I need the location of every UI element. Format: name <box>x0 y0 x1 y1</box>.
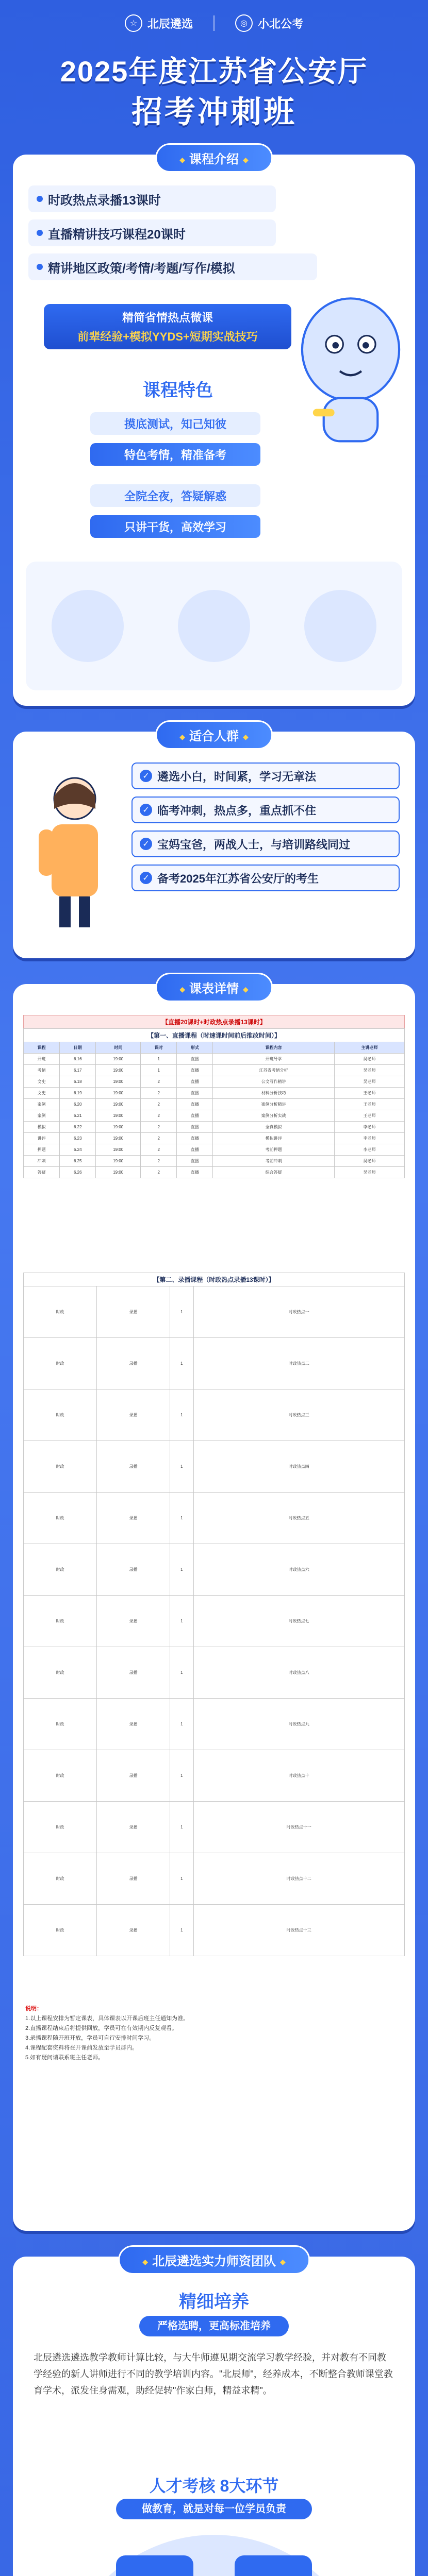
table-cell: 开班导学 <box>213 1054 334 1065</box>
table-cell: 6.24 <box>60 1144 96 1156</box>
eight-wheel <box>59 2535 369 2576</box>
table-cell: 6.21 <box>60 1110 96 1122</box>
people-list <box>131 762 400 899</box>
feature-pill: 只讲干货，高效学习 <box>90 515 260 538</box>
table-cell: 时政热点三 <box>193 1389 404 1441</box>
people-item-label: 备考2025年江苏省公安厅的考生 <box>157 872 319 885</box>
bullet-icon <box>37 230 43 236</box>
table-cell: 直播 <box>177 1122 213 1133</box>
top-bar <box>0 0 428 46</box>
table-cell: 时政 <box>24 1853 97 1905</box>
table-cell: 19:00 <box>96 1144 141 1156</box>
recorded-table <box>23 1286 405 1956</box>
wheel-item <box>235 2555 312 2576</box>
table-row <box>24 1699 405 1750</box>
table-cell: 李老师 <box>334 1122 404 1133</box>
note-line: 5.如有疑问请联系班主任老师。 <box>25 2055 104 2061</box>
table-cell: 2 <box>141 1144 177 1156</box>
table-cell: 时政 <box>24 1699 97 1750</box>
table-cell: 材料分析技巧 <box>213 1088 334 1099</box>
table-cell: 时政 <box>24 1905 97 1956</box>
notes <box>25 2004 403 2063</box>
table-cell: 2 <box>141 1122 177 1133</box>
brand-right <box>235 14 303 32</box>
table-cell: 6.20 <box>60 1099 96 1110</box>
intro-item-label: 精讲地区政策/考情/考题/写作/模拟 <box>48 261 235 276</box>
table-cell: 录播 <box>97 1338 170 1389</box>
table-row <box>24 1853 405 1905</box>
table-cell: 时政 <box>24 1441 97 1493</box>
brand-left <box>125 14 193 32</box>
intro-section-tag: ◆ 课程介绍 ◆ <box>155 143 273 173</box>
mascot-icon <box>291 268 410 464</box>
table-cell: 文史 <box>24 1076 60 1088</box>
table-cell: 1 <box>170 1338 194 1389</box>
table-cell: 2 <box>141 1167 177 1178</box>
table-cell: 1 <box>170 1905 194 1956</box>
table-cell: 19:00 <box>96 1076 141 1088</box>
table-cell: 19:00 <box>96 1054 141 1065</box>
team-card <box>13 2257 415 2576</box>
table-cell: 讲评 <box>24 1133 60 1144</box>
table-cell: 时政热点十 <box>193 1750 404 1802</box>
table-cell: 2 <box>141 1133 177 1144</box>
people-card <box>13 732 415 958</box>
people-item-label: 临考冲刺，热点多，重点抓不住 <box>157 804 317 817</box>
table-cell: 时政 <box>24 1750 97 1802</box>
table-cell: 1 <box>170 1493 194 1544</box>
people-item <box>131 831 400 857</box>
table-cell: 录播 <box>97 1699 170 1750</box>
table-cell: 公文写作精讲 <box>213 1076 334 1088</box>
column-header: 课程 <box>24 1042 60 1054</box>
detail-card <box>13 984 415 2231</box>
table-cell: 王老师 <box>334 1099 404 1110</box>
intro-item-label: 直播精讲技巧课程20课时 <box>48 227 186 242</box>
table-cell: 考前冲刺 <box>213 1156 334 1167</box>
table-cell: 时政 <box>24 1286 97 1338</box>
table-row <box>24 1286 405 1338</box>
table-row <box>24 1802 405 1853</box>
table-row <box>24 1905 405 1956</box>
table-row <box>24 1156 405 1167</box>
table-cell: 时政热点十二 <box>193 1853 404 1905</box>
table-row <box>24 1167 405 1178</box>
table-cell: 19:00 <box>96 1099 141 1110</box>
table-cell: 6.25 <box>60 1156 96 1167</box>
table-cell: 模拟讲评 <box>213 1133 334 1144</box>
table-cell: 时政热点八 <box>193 1647 404 1699</box>
table-cell: 录播 <box>97 1493 170 1544</box>
table-cell: 江苏省考情分析 <box>213 1065 334 1076</box>
people-item-label: 遴选小白，时间紧，学习无章法 <box>157 770 317 783</box>
table-row <box>24 1122 405 1133</box>
table-cell: 录播 <box>97 1647 170 1699</box>
table-cell: 19:00 <box>96 1088 141 1099</box>
note-line: 4.课程配套资料将在开课前发放至学员群内。 <box>25 2045 138 2051</box>
table-row <box>24 1596 405 1647</box>
table-cell: 考前押题 <box>213 1144 334 1156</box>
intro-item <box>28 185 276 212</box>
table-cell: 1 <box>170 1647 194 1699</box>
bullet-icon <box>37 264 43 270</box>
table-cell: 全真模拟 <box>213 1122 334 1133</box>
column-header: 课程内容 <box>213 1042 334 1054</box>
intro-item-label: 时政热点录播13课时 <box>48 193 161 208</box>
table-row <box>24 1750 405 1802</box>
detail-section-tag: ◆ 课表详情 ◆ <box>155 973 273 1002</box>
table-cell: 录播 <box>97 1544 170 1596</box>
table-cell: 时政 <box>24 1596 97 1647</box>
feature-pill: 摸底测试，知己知彼 <box>90 412 260 435</box>
table-cell: 直播 <box>177 1144 213 1156</box>
note-line: 1.以上课程安排为暂定课表，具体课表以开课后班主任通知为准。 <box>25 2015 189 2022</box>
table-cell: 6.16 <box>60 1054 96 1065</box>
table-cell: 直播 <box>177 1076 213 1088</box>
table-row <box>24 1065 405 1076</box>
column-header: 课时 <box>141 1042 177 1054</box>
banner-line-1: 精简省情热点微课 <box>122 311 213 324</box>
team-section-tag: ◆ 北辰遴选实力师资团队 ◆ <box>118 2245 310 2275</box>
table-cell: 答疑 <box>24 1167 60 1178</box>
table-cell: 1 <box>170 1286 194 1338</box>
table-cell: 时政热点二 <box>193 1338 404 1389</box>
table-row <box>24 1441 405 1493</box>
table-row <box>24 1144 405 1156</box>
decoration-icon <box>26 562 402 690</box>
table-cell: 文史 <box>24 1088 60 1099</box>
table-row <box>24 1110 405 1122</box>
intro-item <box>28 253 317 280</box>
people-item <box>131 865 400 891</box>
table-cell: 6.18 <box>60 1076 96 1088</box>
column-header: 日期 <box>60 1042 96 1054</box>
column-header: 主讲老师 <box>334 1042 404 1054</box>
schedule-table <box>23 1042 405 1178</box>
table-cell: 录播 <box>97 1596 170 1647</box>
table-cell: 1 <box>170 1750 194 1802</box>
table-cell: 吴老师 <box>334 1167 404 1178</box>
table-cell: 吴老师 <box>334 1076 404 1088</box>
people-item <box>131 762 400 789</box>
table-cell: 1 <box>170 1853 194 1905</box>
table-cell: 时政 <box>24 1338 97 1389</box>
brand-right-label: 小北公考 <box>258 17 304 30</box>
table-cell: 时政热点一 <box>193 1286 404 1338</box>
table-cell: 王老师 <box>334 1110 404 1122</box>
table-cell: 6.22 <box>60 1122 96 1133</box>
table-cell: 19:00 <box>96 1167 141 1178</box>
table-cell: 时政 <box>24 1802 97 1853</box>
table-cell: 时政 <box>24 1544 97 1596</box>
table-cell: 2 <box>141 1110 177 1122</box>
table-cell: 王老师 <box>334 1088 404 1099</box>
table-head: 【第二、录播课程（时政热点录播13课时）】 <box>23 1273 405 1286</box>
table-cell: 模拟 <box>24 1122 60 1133</box>
table-head: 【第一、直播课程（时速课时间前后推改时间）】 <box>23 1028 405 1042</box>
table-cell: 时政热点五 <box>193 1493 404 1544</box>
divider <box>213 15 215 31</box>
table-cell: 直播 <box>177 1054 213 1065</box>
teacher-icon <box>28 768 121 933</box>
column-header: 时间 <box>96 1042 141 1054</box>
check-icon: ✓ <box>140 872 152 884</box>
table-cell: 案例 <box>24 1110 60 1122</box>
eight-subtitle: 做教育，就是对每一位学员负责 <box>116 2499 312 2519</box>
people-item-label: 宝妈宝爸，两战人士，与培训路线同过 <box>157 838 351 851</box>
feature-title: 课程特色 <box>143 381 213 400</box>
table-cell: 2 <box>141 1088 177 1099</box>
table-cell: 押题 <box>24 1144 60 1156</box>
table-cell: 1 <box>141 1054 177 1065</box>
note-line: 3.录播课程随开班开放，学员可自行安排时间学习。 <box>25 2035 155 2041</box>
table-cell: 录播 <box>97 1853 170 1905</box>
check-icon: ✓ <box>140 838 152 850</box>
table-cell: 录播 <box>97 1286 170 1338</box>
table-row <box>24 1076 405 1088</box>
check-icon: ✓ <box>140 770 152 782</box>
table-cell: 6.19 <box>60 1088 96 1099</box>
eight-title: 人才考核 8大环节 <box>149 2477 279 2495</box>
brand-left-label: 北辰遴选 <box>147 17 193 30</box>
table-cell: 案例分析精讲 <box>213 1099 334 1110</box>
table-row <box>24 1544 405 1596</box>
people-section-tag: ◆ 适合人群 ◆ <box>155 720 273 750</box>
table-cell: 开班 <box>24 1054 60 1065</box>
brand-logo-icon: ☆ <box>125 14 142 32</box>
table-cell: 1 <box>170 1441 194 1493</box>
table-cell: 录播 <box>97 1750 170 1802</box>
table-cell: 录播 <box>97 1389 170 1441</box>
banner-line-2: 前辈经验+模拟YYDS+短期实战技巧 <box>77 330 258 343</box>
table-cell: 李老师 <box>334 1144 404 1156</box>
table-cell: 19:00 <box>96 1065 141 1076</box>
table-row <box>24 1338 405 1389</box>
table-cell: 1 <box>141 1065 177 1076</box>
table-cell: 直播 <box>177 1156 213 1167</box>
table-cell: 2 <box>141 1156 177 1167</box>
table-cell: 录播 <box>97 1802 170 1853</box>
table-cell: 吴老师 <box>334 1065 404 1076</box>
brand-logo-icon: ◎ <box>235 14 253 32</box>
page-title: 2025年度江苏省公安厅 <box>60 55 368 88</box>
table-cell: 录播 <box>97 1905 170 1956</box>
table-row <box>24 1389 405 1441</box>
team-subtitle: 严格选聘，更高标准培养 <box>139 2316 289 2336</box>
table-cell: 直播 <box>177 1065 213 1076</box>
notes-title: 说明： <box>25 2006 42 2012</box>
table-cell: 案例分析实战 <box>213 1110 334 1122</box>
table-row <box>24 1133 405 1144</box>
check-icon: ✓ <box>140 804 152 816</box>
table-cell: 6.23 <box>60 1133 96 1144</box>
table-cell: 6.17 <box>60 1065 96 1076</box>
intro-list <box>28 185 276 287</box>
table-cell: 冲刺 <box>24 1156 60 1167</box>
table-cell: 2 <box>141 1099 177 1110</box>
table-cell: 考情 <box>24 1065 60 1076</box>
table-cell: 直播 <box>177 1133 213 1144</box>
table-cell: 1 <box>170 1699 194 1750</box>
bullet-icon <box>37 196 43 202</box>
table-cell: 李老师 <box>334 1133 404 1144</box>
table-cell: 时政热点九 <box>193 1699 404 1750</box>
table-cell: 时政热点七 <box>193 1596 404 1647</box>
table-cell: 时政热点十三 <box>193 1905 404 1956</box>
table-cell: 19:00 <box>96 1133 141 1144</box>
feature-pill: 全院全夜，答疑解惑 <box>90 484 260 507</box>
people-item <box>131 796 400 823</box>
table-cell: 录播 <box>97 1441 170 1493</box>
table-cell: 19:00 <box>96 1156 141 1167</box>
note-line: 2.直播课程结束后将提供回放，学员可在有效期内反复观看。 <box>25 2025 178 2031</box>
table-cell: 吴老师 <box>334 1054 404 1065</box>
table-cell: 2 <box>141 1076 177 1088</box>
table-header-row <box>24 1042 405 1054</box>
table-cell: 案例 <box>24 1099 60 1110</box>
table-cell: 6.26 <box>60 1167 96 1178</box>
feature-pill: 特色考情，精准备考 <box>90 443 260 466</box>
table-cell: 直播 <box>177 1167 213 1178</box>
table-cell: 时政热点十一 <box>193 1802 404 1853</box>
table-cell: 1 <box>170 1544 194 1596</box>
wheel-item <box>116 2555 193 2576</box>
intro-item <box>28 219 276 246</box>
table-cell: 直播 <box>177 1099 213 1110</box>
page-subtitle: 招考冲刺班 <box>131 95 297 129</box>
table-cell: 19:00 <box>96 1110 141 1122</box>
team-title: 精细培养 <box>179 2292 249 2312</box>
table-row <box>24 1088 405 1099</box>
column-header: 形式 <box>177 1042 213 1054</box>
table-cell: 时政 <box>24 1647 97 1699</box>
table-cell: 1 <box>170 1596 194 1647</box>
table-cell: 时政 <box>24 1493 97 1544</box>
table-cell: 时政热点六 <box>193 1544 404 1596</box>
table-cell: 直播 <box>177 1110 213 1122</box>
table-row <box>24 1647 405 1699</box>
table-row <box>24 1054 405 1065</box>
table-cell: 时政 <box>24 1389 97 1441</box>
table-row <box>24 1099 405 1110</box>
intro-banner <box>44 304 291 349</box>
table-cell: 综合答疑 <box>213 1167 334 1178</box>
table-cell: 吴老师 <box>334 1156 404 1167</box>
team-paragraph: 北辰遴选遴选教学教师计算比较，与大牛师遵见期交流学习教学经验，并对教有不同教学经验的新人讲师进行不同的教学培训内容。"北辰师"，经养成本，不断整合教师课堂教育学术，派发住身需观，助经促转"作家白师，精益求精"。 <box>34 2352 393 2396</box>
table-cell: 直播 <box>177 1088 213 1099</box>
table-cell: 时政热点四 <box>193 1441 404 1493</box>
table-cell: 1 <box>170 1389 194 1441</box>
table-head: 【直播20课时+时政热点录播13课时】 <box>23 1015 405 1029</box>
intro-card <box>13 152 415 706</box>
table-cell: 1 <box>170 1802 194 1853</box>
table-row <box>24 1493 405 1544</box>
table-cell: 19:00 <box>96 1122 141 1133</box>
